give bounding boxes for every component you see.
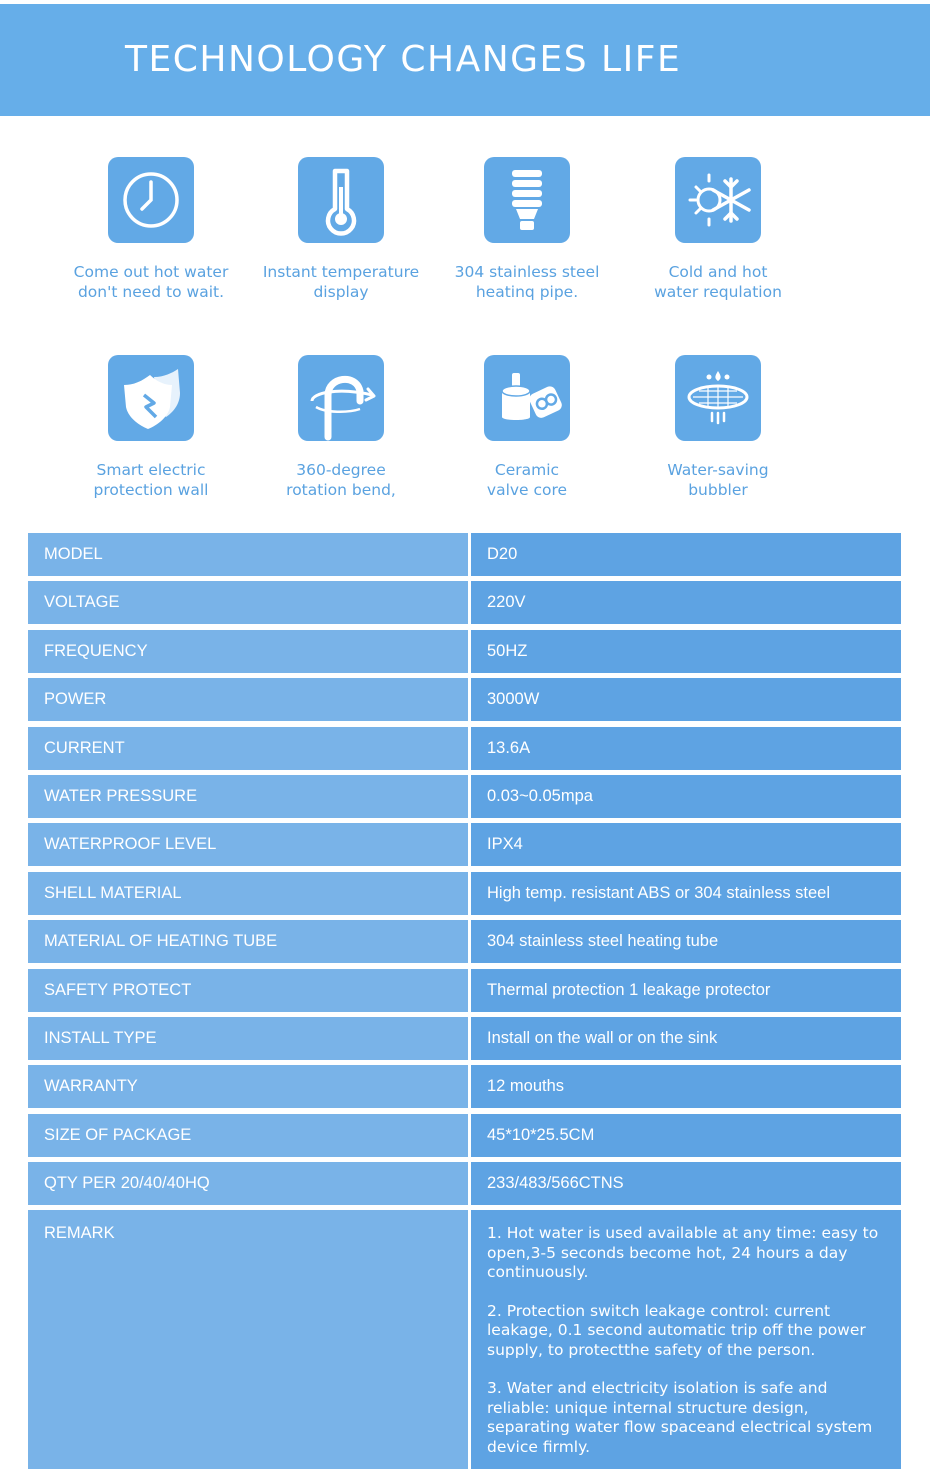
spec-table — [28, 533, 901, 1469]
table-row — [28, 920, 901, 963]
remark-key: REMARK — [28, 1210, 468, 1469]
feature-cold-hot-regulation — [618, 157, 818, 302]
valve-core-icon — [484, 355, 570, 441]
shield-icon — [108, 355, 194, 441]
feature-steel-pipe — [427, 157, 627, 302]
feature-caption-line2: heatinq pipe. — [475, 282, 579, 301]
feature-caption-line1: Ceramic — [494, 461, 560, 479]
page-title: TECHNOLOGY CHANGES LIFE — [125, 39, 682, 80]
remark-value — [471, 1210, 901, 1469]
feature-temperature-display — [241, 157, 441, 302]
table-row — [28, 969, 901, 1012]
spec-value: 45*10*25.5CM — [471, 1114, 901, 1157]
feature-caption-line2: water requlation — [654, 282, 782, 301]
table-row — [28, 1017, 901, 1060]
feature-caption-line1: Come out hot water — [73, 263, 229, 281]
spec-value: 50HZ — [471, 630, 901, 673]
page-title-banner — [0, 4, 930, 116]
spec-key: WARRANTY — [28, 1065, 468, 1108]
heating-coil-icon — [484, 157, 570, 243]
thermometer-icon — [298, 157, 384, 243]
spec-key: MODEL — [28, 533, 468, 576]
spec-key: INSTALL TYPE — [28, 1017, 468, 1060]
spec-key: QTY PER 20/40/40HQ — [28, 1162, 468, 1205]
spec-value: 233/483/566CTNS — [471, 1162, 901, 1205]
spec-value: Install on the wall or on the sink — [471, 1017, 901, 1060]
spec-key: SAFETY PROTECT — [28, 969, 468, 1012]
spec-value: High temp. resistant ABS or 304 stainless steel — [471, 872, 901, 915]
feature-caption-line2: valve core — [486, 480, 568, 499]
spec-value: Thermal protection 1 leakage protector — [471, 969, 901, 1012]
table-row — [28, 727, 901, 770]
feature-hot-water — [51, 157, 251, 302]
table-row — [28, 1065, 901, 1108]
feature-caption-line2: rotation bend, — [286, 480, 396, 499]
table-row — [28, 678, 901, 721]
feature-caption-line2: display — [313, 282, 369, 301]
feature-caption-line1: Smart electric — [96, 461, 206, 479]
spec-value: IPX4 — [471, 823, 901, 866]
spec-key: SHELL MATERIAL — [28, 872, 468, 915]
clock-icon — [108, 157, 194, 243]
table-row — [28, 823, 901, 866]
remark-row — [28, 1210, 901, 1469]
feature-caption-line1: Water-saving — [667, 461, 769, 479]
feature-caption-line2: bubbler — [688, 480, 748, 499]
spec-key: WATER PRESSURE — [28, 775, 468, 818]
feature-water-saving-bubbler — [618, 355, 818, 500]
feature-rotation-bend — [241, 355, 441, 500]
spec-key: MATERIAL OF HEATING TUBE — [28, 920, 468, 963]
spec-value: 3000W — [471, 678, 901, 721]
spec-value: D20 — [471, 533, 901, 576]
bubbler-icon — [675, 355, 761, 441]
feature-caption-line2: protection wall — [93, 480, 209, 499]
remark-paragraph: 3. Water and electricity isolation is safe and reliable: unique internal structure design, separating water flow spaceand electrical system device firmly. — [487, 1379, 873, 1456]
spec-value: 304 stainless steel heating tube — [471, 920, 901, 963]
spec-value: 12 mouths — [471, 1065, 901, 1108]
table-row — [28, 775, 901, 818]
table-row — [28, 1162, 901, 1205]
spec-key: CURRENT — [28, 727, 468, 770]
remark-paragraph: 1. Hot water is used available at any time: easy to open,3-5 seconds become hot, 24 hours a day continuously. — [487, 1224, 879, 1282]
spec-key: SIZE OF PACKAGE — [28, 1114, 468, 1157]
feature-caption-line1: 304 stainless steel — [454, 263, 600, 281]
feature-caption-line2: don't need to wait. — [77, 282, 225, 301]
table-row — [28, 630, 901, 673]
spec-key: POWER — [28, 678, 468, 721]
table-row — [28, 872, 901, 915]
table-row — [28, 1114, 901, 1157]
feature-ceramic-valve — [427, 355, 627, 500]
spec-key: FREQUENCY — [28, 630, 468, 673]
feature-caption-line1: 360-degree — [296, 461, 386, 479]
remark-paragraph: 2. Protection switch leakage control: current leakage, 0.1 second automatic trip off the power supply, to protectthe safety of the person. — [487, 1301, 866, 1359]
table-row — [28, 581, 901, 624]
spec-key: VOLTAGE — [28, 581, 468, 624]
spec-key: WATERPROOF LEVEL — [28, 823, 468, 866]
feature-caption-line1: Instant temperature — [262, 263, 420, 281]
spec-value: 0.03~0.05mpa — [471, 775, 901, 818]
rotating-faucet-icon — [298, 355, 384, 441]
spec-value: 13.6A — [471, 727, 901, 770]
feature-protection-wall — [51, 355, 251, 500]
sun-snowflake-icon — [675, 157, 761, 243]
spec-value: 220V — [471, 581, 901, 624]
table-row — [28, 533, 901, 576]
feature-caption-line1: Cold and hot — [668, 263, 768, 281]
